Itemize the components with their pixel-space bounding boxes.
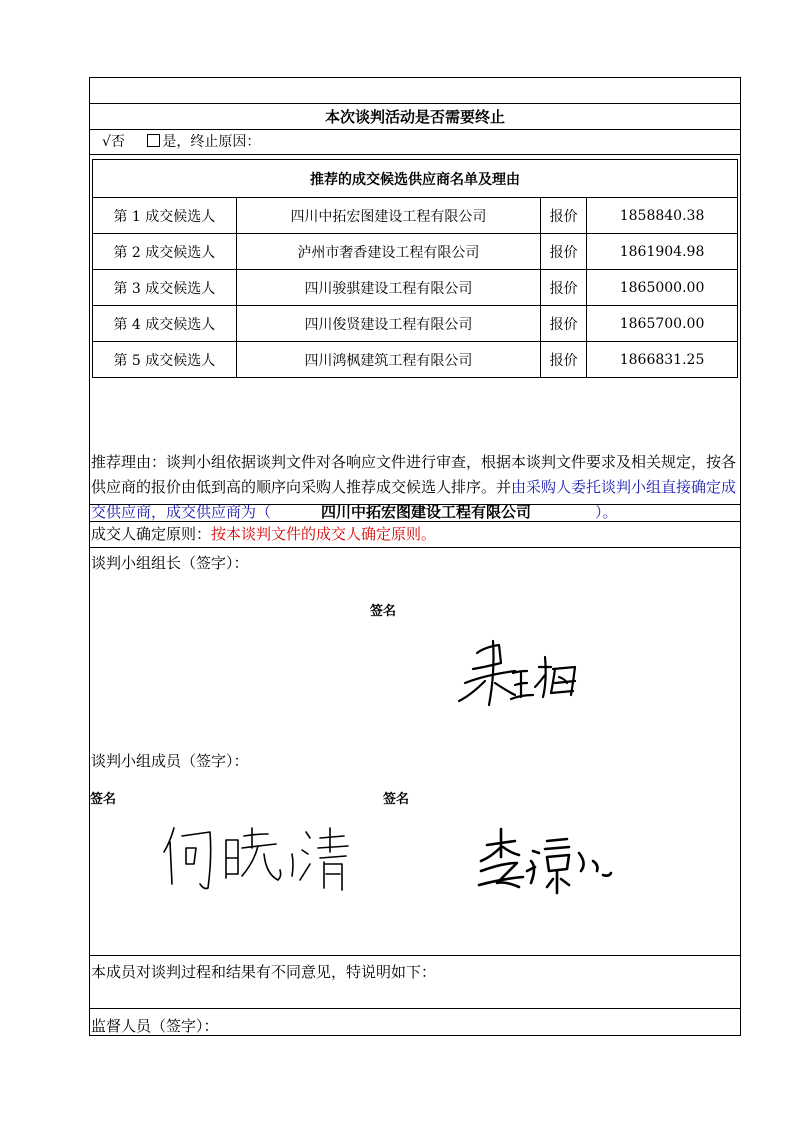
price-label: 报价 [541, 234, 587, 270]
price-label: 报价 [541, 198, 587, 234]
member-signature-1 [160, 818, 360, 898]
dissent-note: 本成员对谈判过程和结果有不同意见，特说明如下： [90, 956, 740, 1009]
candidate-company: 泸州市奢香建设工程有限公司 [236, 234, 540, 270]
candidate-price: 1865700.00 [587, 306, 738, 342]
table-row [93, 270, 738, 306]
checkbox-empty-icon [147, 134, 160, 147]
members-label: 谈判小组成员（签字）： [91, 752, 249, 770]
table-row [93, 342, 738, 378]
leader-label: 谈判小组组长（签字）： [91, 554, 249, 572]
table-row [93, 234, 738, 270]
principle-label: 成交人确定原则： [91, 525, 212, 543]
option-yes-label: 是，终止原因： [162, 134, 261, 150]
form-table [89, 77, 741, 1036]
option-no[interactable] [102, 134, 125, 150]
reason-closing: ）。 [595, 503, 618, 521]
candidate-rank: 第 3 成交候选人 [93, 270, 237, 306]
candidate-rank: 第 1 成交候选人 [93, 198, 237, 234]
form-title: 本次谈判活动是否需要终止 [90, 104, 740, 130]
candidate-company: 四川骏骐建设工程有限公司 [236, 270, 540, 306]
leader-sign-label: 签名 [370, 604, 397, 619]
table-row [93, 198, 738, 234]
member-sign-label-1: 签名 [90, 792, 117, 807]
candidate-price: 1858840.38 [587, 198, 738, 234]
reason-text: 推荐理由：谈判小组依据谈判文件对各响应文件进行审查，根据本谈判文件要求及相关规定，按各供应商的报价由低到高的顺序向采购人推荐成交候选人排序。并 [91, 453, 737, 496]
leader-signature [455, 633, 585, 713]
supervisor-label: 监督人员（签字）： [91, 1017, 219, 1035]
member-signature-2 [475, 823, 615, 898]
signature-area [90, 548, 740, 956]
candidate-company: 四川中拓宏图建设工程有限公司 [236, 198, 540, 234]
option-no-label: 否 [110, 134, 125, 150]
candidate-price: 1865000.00 [587, 270, 738, 306]
price-label: 报价 [541, 342, 587, 378]
winning-supplier: 四川中拓宏图建设工程有限公司 [321, 503, 532, 521]
table-row [93, 306, 738, 342]
price-label: 报价 [541, 306, 587, 342]
member-sign-label-2: 签名 [383, 792, 410, 807]
candidate-company: 四川鸿枫建筑工程有限公司 [236, 342, 540, 378]
reason-text-blue: 由采购人委托谈判小组直接确定成交供应商，成交供应商为（ [91, 478, 737, 521]
candidate-rank: 第 2 成交候选人 [93, 234, 237, 270]
candidate-heading: 推荐的成交候选供应商名单及理由 [93, 160, 738, 198]
principle-value: 按本谈判文件的成交人确定原则。 [211, 525, 437, 543]
candidate-rank: 第 4 成交候选人 [93, 306, 237, 342]
option-yes[interactable] [147, 134, 260, 150]
check-mark-icon: √ [102, 134, 111, 150]
candidate-company: 四川俊贤建设工程有限公司 [236, 306, 540, 342]
termination-options [90, 130, 740, 155]
candidate-table-header [93, 160, 738, 198]
candidate-rank: 第 5 成交候选人 [93, 342, 237, 378]
award-principle [90, 522, 740, 548]
recommendation-reason [90, 448, 740, 522]
candidate-price: 1866831.25 [587, 342, 738, 378]
candidate-table [92, 159, 738, 378]
candidate-price: 1861904.98 [587, 234, 738, 270]
blank-header-row [90, 78, 740, 104]
price-label: 报价 [541, 270, 587, 306]
